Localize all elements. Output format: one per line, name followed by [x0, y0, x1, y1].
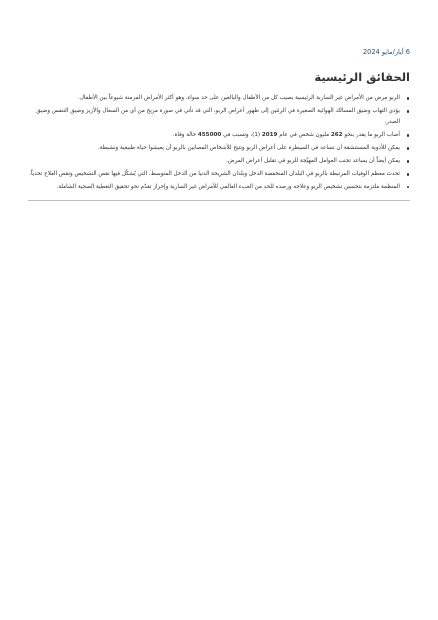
fact-text-post: حالة وفاة.	[172, 131, 198, 138]
bullet-icon	[407, 147, 409, 149]
list-item	[28, 169, 410, 180]
bullet-icon	[407, 160, 409, 162]
bullet-icon	[407, 97, 409, 99]
fact-number-people: 262	[330, 131, 343, 138]
fact-number-deaths: 455000	[197, 131, 222, 138]
page-content	[28, 48, 410, 201]
key-facts-list	[28, 93, 410, 193]
bullet-icon	[407, 186, 409, 188]
fact-text: تحدث معظم الوفيات المرتبطة بالربو في البلدان المنخفضة الدخل وبلدان الشريحة الدنيا من الدخل المتوسط، التي يُشكّل فيها نقص التشخيص ونقص العلاج تحدياً.	[29, 170, 400, 177]
fact-text: المنظمة ملتزمة بتحسين تشخيص الربو وعلاجه ورصده للحد من العبء العالمي للأمراض غير السارية وإحراز تقدّم نحو تحقيق التغطية الصحية الشاملة.	[56, 183, 400, 190]
bullet-icon	[407, 110, 409, 112]
bullet-icon	[407, 173, 409, 175]
section-title: الحقائق الرئيسية	[314, 69, 410, 84]
fact-text-mid2: (1)، وتسبب في	[221, 131, 262, 138]
fact-text-mid: مليون شخص في عام	[277, 131, 331, 138]
list-item	[28, 156, 410, 167]
section-divider	[28, 200, 410, 201]
fact-text: يؤدي التهاب وضيق المسالك الهوائية الصغيرة في الرئتين إلى ظهور أعراض الربو، التي قد تأتي في صورة مزيج من أي من السعال والأزيز وضيق التنفس وضيق الصدر.	[36, 107, 400, 125]
publication-date: 6 أيار/مايو 2024	[362, 48, 410, 56]
fact-text: يمكن للأدوية المستنشقة أن تساعد في السيطرة على أعراض الربو وتتيح للأشخاص المصابين بالربو أن يعيشوا حياة طبيعية ونشيطة.	[97, 144, 400, 151]
fact-number-year: 2019	[261, 131, 278, 138]
list-item	[28, 143, 410, 154]
fact-text: الربو مرض من الأمراض غير السارية الرئيسية يصيب كل من الأطفال والبالغين على حد سواء، وهو أكثر الأمراض المزمنة شيوعاً بين الأطفال.	[78, 94, 400, 101]
list-item	[28, 130, 410, 141]
fact-text: يمكن أيضاً أن يساعد تجنب العوامل المهيِّجة للربو في تقليل أعراض المرض.	[226, 157, 400, 164]
fact-text-pre: أصاب الربو ما يقدر بنحو	[342, 131, 400, 138]
fact-text	[173, 132, 400, 138]
bullet-icon	[407, 134, 409, 136]
list-item	[28, 106, 410, 129]
list-item	[28, 182, 410, 193]
list-item	[28, 93, 410, 104]
